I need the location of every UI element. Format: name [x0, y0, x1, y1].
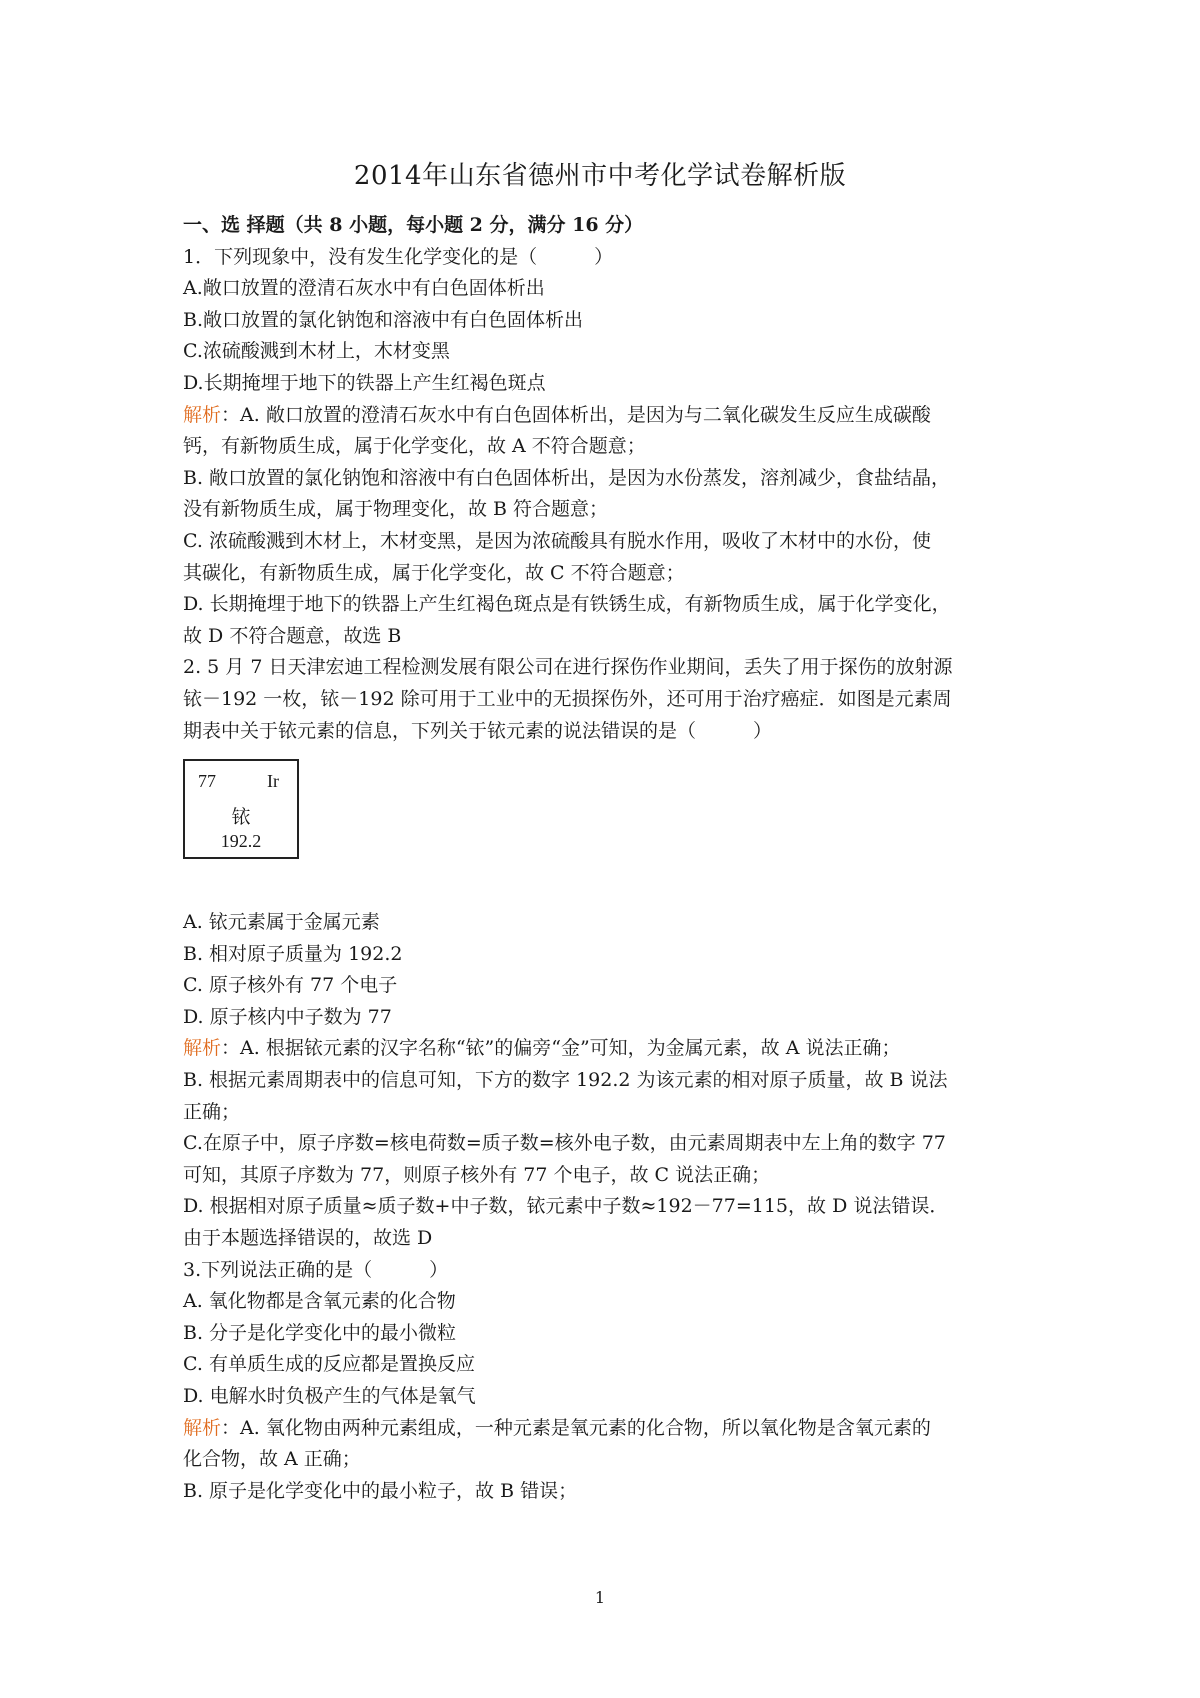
analysis-line: C.在原子中，原子序数=核电荷数=质子数=核外电子数，由元素周期表中左上角的数字 77 — [183, 1132, 946, 1155]
analysis-line: 其碳化，有新物质生成，属于化学变化，故 C 不符合题意； — [183, 561, 685, 584]
question-stem: 期表中关于铱元素的信息，下列关于铱元素的说法错误的是（ ） — [183, 719, 773, 742]
analysis-line: B. 根据元素周期表中的信息可知，下方的数字 192.2 为该元素的相对原子质量，故 B 说法 — [183, 1069, 948, 1092]
atomic-number: 77 — [198, 771, 216, 792]
question-stem: 铱－192 一枚，铱－192 除可用于工业中的无损探伤外，还可用于治疗癌症．如图是元素周 — [183, 687, 952, 710]
option-b: B. 相对原子质量为 192.2 — [183, 942, 403, 965]
option-d: D. 电解水时负极产生的气体是氧气 — [183, 1385, 476, 1407]
analysis-line: 没有新物质生成，属于物理变化，故 B 符合题意； — [183, 498, 609, 521]
atomic-mass: 192.2 — [220, 831, 262, 852]
analysis-line: 化合物，故 A 正确； — [183, 1448, 361, 1471]
analysis-line: 正确； — [183, 1100, 241, 1123]
page-title: 2014年山东省德州市中考化学试卷解析版 — [353, 161, 847, 191]
analysis-line: 钙，有新物质生成，属于化学变化，故 A 不符合题意； — [183, 435, 646, 458]
page-number: 1 — [594, 1588, 606, 1607]
option-a: A.敞口放置的澄清石灰水中有白色固体析出 — [183, 277, 545, 300]
question-2 — [183, 652, 1033, 1254]
element-name: 铱 — [231, 807, 251, 829]
analysis-line: C. 浓硫酸溅到木材上，木材变黑，是因为浓硫酸具有脱水作用，吸收了木材中的水份，使 — [183, 529, 931, 552]
option-b: B. 分子是化学变化中的最小微粒 — [183, 1321, 457, 1344]
analysis-line: D. 长期掩埋于地下的铁器上产生红褐色斑点是有铁锈生成，有新物质生成，属于化学变化， — [183, 593, 951, 616]
option-a: A. 氧化物都是含氧元素的化合物 — [183, 1290, 456, 1313]
option-c: C. 有单质生成的反应都是置换反应 — [183, 1353, 475, 1376]
analysis-line: 解析：A. 根据铱元素的汉字名称“铱”的偏旁“金”可知，为金属元素，故 A 说法正确； — [183, 1037, 901, 1060]
analysis-line: 故 D 不符合题意，故选 B — [183, 624, 402, 647]
analysis-line: 解析：A. 敞口放置的澄清石灰水中有白色固体析出，是因为与二氧化碳发生反应生成碳酸 — [183, 403, 931, 426]
analysis-label: 解析 — [183, 1037, 222, 1060]
analysis-line: 解析：A. 氧化物由两种元素组成，一种元素是氧元素的化合物，所以氧化物是含氧元素的 — [183, 1416, 931, 1439]
element-symbol: Ir — [267, 771, 279, 792]
analysis-line: 可知，其原子序数为 77，则原子核外有 77 个电子，故 C 说法正确； — [183, 1163, 771, 1186]
question-stem: 2. 5 月 7 日天津宏迪工程检测发展有限公司在进行探伤作业期间，丢失了用于探伤的放射源 — [183, 656, 953, 679]
document-body — [183, 210, 1033, 1507]
option-c: C. 原子核外有 77 个电子 — [183, 974, 398, 997]
analysis-label: 解析 — [183, 403, 222, 426]
option-d: D.长期掩埋于地下的铁器上产生红褐色斑点 — [183, 371, 546, 394]
question-stem: 3.下列说法正确的是（ ） — [183, 1258, 449, 1281]
question-3 — [183, 1255, 1033, 1508]
analysis-line: B. 原子是化学变化中的最小粒子，故 B 错误； — [183, 1479, 578, 1502]
option-b: B.敞口放置的氯化钠饱和溶液中有白色固体析出 — [183, 308, 584, 331]
analysis-line: 由于本题选择错误的，故选 D — [183, 1227, 433, 1250]
analysis-line: B. 敞口放置的氯化钠饱和溶液中有白色固体析出，是因为水份蒸发，溶剂减少，食盐结晶， — [183, 466, 951, 489]
option-d: D. 原子核内中子数为 77 — [183, 1005, 392, 1028]
analysis-line: D. 根据相对原子质量≈质子数+中子数，铱元素中子数≈192－77=115，故 D 说法错误． — [183, 1195, 949, 1218]
section-heading: 一、选 择题（共 8 小题，每小题 2 分，满分 16 分） — [183, 214, 644, 236]
option-c: C.浓硫酸溅到木材上，木材变黑 — [183, 340, 450, 363]
analysis-label: 解析 — [183, 1416, 222, 1439]
element-card-iridium — [183, 759, 299, 859]
question-stem: 1．下列现象中，没有发生化学变化的是（ ） — [183, 245, 614, 268]
option-a: A. 铱元素属于金属元素 — [183, 911, 380, 934]
question-1 — [183, 242, 1033, 653]
